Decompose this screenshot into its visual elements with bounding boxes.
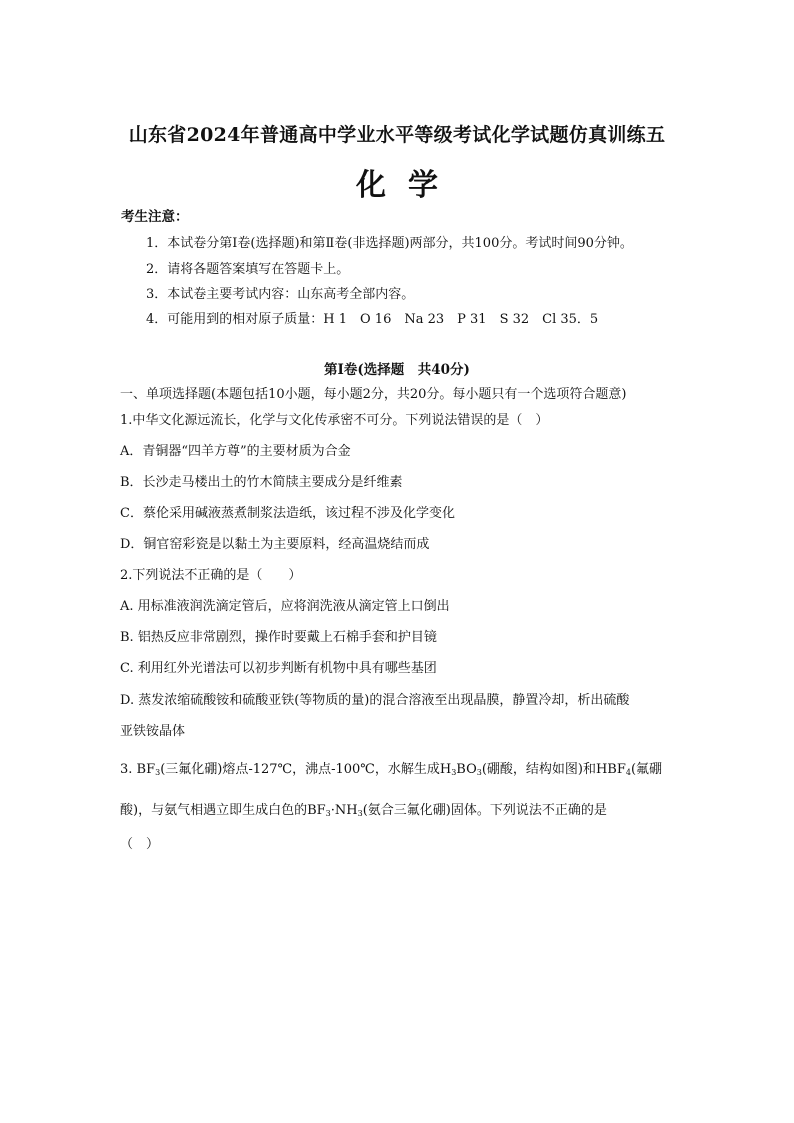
notice-item-1: 1．本试卷分第Ⅰ卷(选择题)和第Ⅱ卷(非选择题)两部分，共100分。考试时间90分钟。 <box>146 236 633 251</box>
q3-answer-bracket: （ ） <box>120 837 160 852</box>
exam-title: 山东省2024年普通高中学业水平等级考试化学试题仿真训练五 <box>128 124 666 146</box>
q1-option-c: C．蔡伦采用碱液蒸煮制浆法造纸，该过程不涉及化学变化 <box>120 506 455 521</box>
q2-option-d: D. 蒸发浓缩硫酸铵和硫酸亚铁(等物质的量)的混合溶液至出现晶膜，静置冷却，析出硫酸 <box>120 693 630 708</box>
notice-item-2: 2．请将各题答案填写在答题卡上。 <box>146 262 350 277</box>
q2-option-b: B. 铝热反应非常剧烈，操作时要戴上石棉手套和护目镜 <box>120 630 437 645</box>
q1-option-b: B．长沙走马楼出土的竹木简牍主要成分是纤维素 <box>120 475 403 490</box>
q3-stem-line-1: 3. $BF_3$(三氟化硼)熔点-127℃，沸点-100℃，水解生成$H_3BO_3$(硼酸，结构如图)和$HBF_4$(氟硼 <box>120 762 663 777</box>
q2-option-c: C. 利用红外光谱法可以初步判断有机物中具有哪些基团 <box>120 661 437 676</box>
notice-heading: 考生注意： <box>121 209 189 225</box>
q2-stem: 2.下列说法不正确的是（ ） <box>120 568 302 583</box>
subject-title: 化学 <box>356 168 460 203</box>
notice-item-3: 3．本试卷主要考试内容：山东高考全部内容。 <box>146 287 415 302</box>
q2-option-d-continuation: 亚铁铵晶体 <box>120 724 186 739</box>
q1-option-d: D．铜官窑彩瓷是以黏土为主要原料，经高温烧结而成 <box>120 537 430 552</box>
q1-option-a: A．青铜器“四羊方尊”的主要材质为合金 <box>120 444 351 459</box>
part1-heading: 第Ⅰ卷(选择题 共40分) <box>324 362 470 378</box>
q1-stem: 1.中华文化源远流长，化学与文化传承密不可分。下列说法错误的是（ ） <box>120 413 549 428</box>
section-instruction: 一、单项选择题(本题包括10小题，每小题2分，共20分。每小题只有一个选项符合题意) <box>120 387 627 402</box>
q3-stem-line-2: 酸)，与氨气相遇立即生成白色的$BF_3\cdot NH_3$(氨合三氟化硼)固体。下列说法不正确的是 <box>120 803 607 818</box>
q2-option-a: A. 用标准液润洗滴定管后，应将润洗液从滴定管上口倒出 <box>120 599 450 614</box>
notice-item-4: 4．可能用到的相对原子质量：H 1 O 16 Na 23 P 31 S 32 Cl 35．5 <box>146 312 599 327</box>
